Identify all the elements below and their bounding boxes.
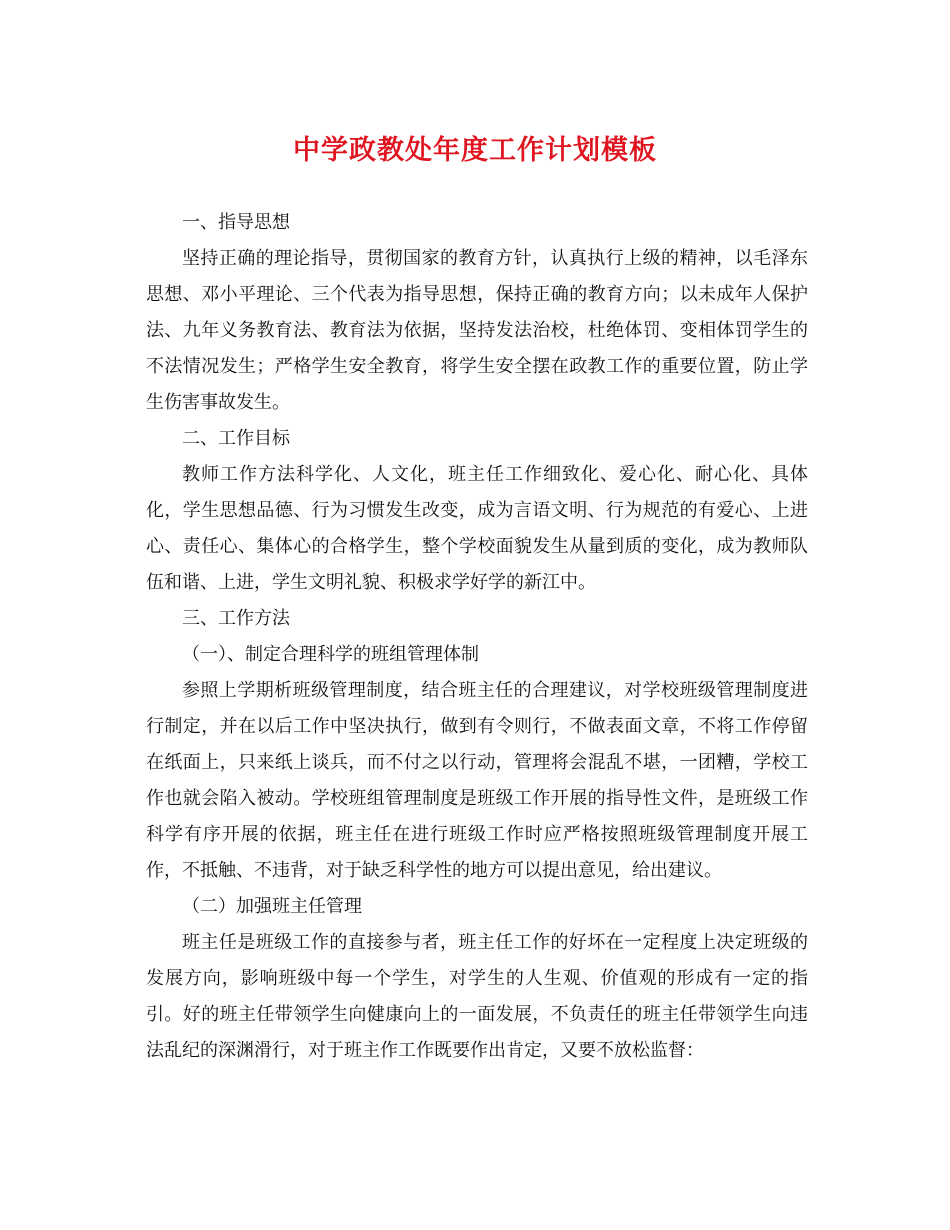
section-heading-work-methods: 三、工作方法 (182, 608, 290, 629)
section-heading-guiding-ideology: 一、指导思想 (182, 212, 290, 233)
paragraph-head-teacher-management: 班主任是班级工作的直接参与者，班主任工作的好坏在一定程度上决定班级的发展方向，影响班级中每一个学生，对学生的人生观、价值观的形成有一定的指引。好的班主任带领学生向健康向上的一面发展，不负责任的班主任带领学生向违法乱纪的深渊滑行，对于班主作工作既要作出肯定，又要不放松监督： (146, 932, 808, 1061)
paragraph-work-goals: 教师工作方法科学化、人文化，班主任工作细致化、爱心化、耐心化、具体化，学生思想品德、行为习惯发生改变，成为言语文明、行为规范的有爱心、上进心、责任心、集体心的合格学生，整个学校面貌发生从量到质的变化，成为教师队伍和谐、上进，学生文明礼貌、积极求学好学的新江中。 (146, 464, 808, 593)
section-heading-work-goals: 二、工作目标 (182, 428, 290, 449)
paragraph-management-system: 参照上学期析班级管理制度，结合班主任的合理建议，对学校班级管理制度进行制定，并在以后工作中坚决执行，做到有令则行，不做表面文章，不将工作停留在纸面上，只来纸上谈兵，而不付之以行动，管理将会混乱不堪，一团糟，学校工作也就会陷入被动。学校班组管理制度是班级工作开展的指导性文件，是班级工作科学有序开展的依据，班主任在进行班级工作时应严格按照班级管理制度开展工作，不抵触、不违背，对于缺乏科学性的地方可以提出意见，给出建议。 (146, 680, 808, 881)
subsection-heading-head-teacher-management: （二）加强班主任管理 (182, 896, 362, 917)
paragraph-guiding-ideology: 坚持正确的理论指导，贯彻国家的教育方针，认真执行上级的精神，以毛泽东思想、邓小平理论、三个代表为指导思想，保持正确的教育方向；以未成年人保护法、九年义务教育法、教育法为依据，坚持发法治校，杜绝体罚、变相体罚学生的不法情况发生；严格学生安全教育，将学生安全摆在政教工作的重要位置，防止学生伤害事故发生。 (146, 248, 808, 413)
subsection-heading-management-system: （一）、制定合理科学的班组管理体制 (182, 644, 479, 665)
document-title: 中学政教处年度工作计划模板 (293, 135, 657, 166)
document-body (146, 205, 808, 1069)
